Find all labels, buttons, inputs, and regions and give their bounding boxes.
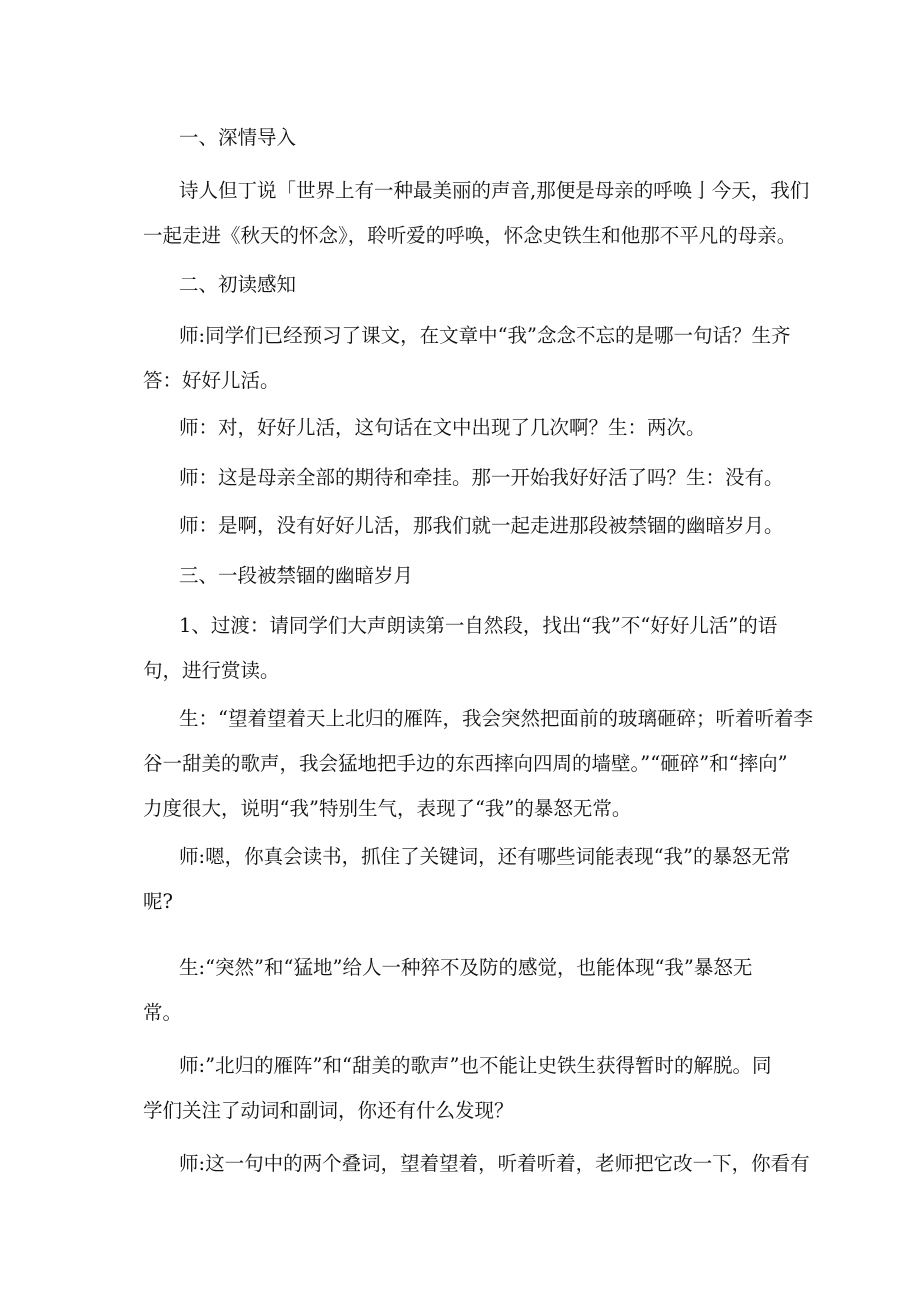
section-heading-1 — [143, 115, 793, 160]
text-line: 师:同学们已经预习了课文，在文章中“我”念念不忘的是哪一句话？生齐 — [179, 324, 791, 347]
paragraph-student-answer-1 — [143, 696, 813, 831]
paragraph-teacher-question-1 — [143, 834, 793, 924]
text-line: 师：对，好好儿活，这句话在文中出现了几次啊？生：两次。 — [179, 416, 706, 439]
section-heading-3 — [143, 553, 793, 598]
section-heading-2 — [143, 262, 793, 307]
paragraph-dialogue-4 — [143, 503, 793, 548]
text-line: 生：“望着望着天上北归的雁阵，我会突然把面前的玻璃砸碎；听着听着李 — [179, 707, 813, 730]
paragraph-student-answer-2 — [143, 945, 793, 1035]
paragraph-transition — [143, 603, 793, 693]
text-line: 呢? — [143, 890, 173, 913]
text-line: 学们关注了动词和副词，你还有什么发现？ — [143, 1099, 514, 1122]
text-line: 常。 — [143, 1001, 183, 1024]
text-line: 师：是啊，没有好好儿活，那我们就一起走进那段被禁锢的幽暗岁月。 — [179, 514, 784, 537]
text-line: 力度很大，说明“我”特别生气，表现了“我”的暴怒无常。 — [143, 797, 632, 820]
text-line: 二、初读感知 — [179, 273, 297, 296]
paragraph-intro — [143, 168, 810, 258]
paragraph-dialogue-2 — [143, 405, 793, 450]
text-line: 生:“突然”和“猛地”给人一种猝不及防的感觉，也能体现“我”暴怒无 — [179, 956, 753, 979]
text-line: 句，进行赏读。 — [143, 659, 280, 682]
paragraph-dialogue-3 — [143, 455, 793, 500]
text-line: 答：好好儿活。 — [143, 369, 280, 392]
text-line: 一起走进《秋天的怀念》，聆听爱的呼唤，怀念史铁生和他那不平凡的母亲。 — [143, 224, 797, 247]
paragraph-teacher-question-3 — [143, 1141, 810, 1186]
text-line: 谷一甜美的歌声，我会猛地把手边的东西摔向四周的墙壁。”“砸碎”和“摔向” — [143, 752, 788, 775]
text-line: 诗人但丁说「世界上有一种最美丽的声音,那便是母亲的呼唤亅今天，我们 — [179, 179, 810, 202]
text-line: 师:嗯，你真会读书，抓住了关键词，还有哪些词能表现“我”的暴怒无常 — [179, 845, 791, 868]
text-line: 1、过渡：请同学们大声朗读第一自然段，找出“我”不“好好儿活”的语 — [179, 614, 778, 637]
text-line: 师:”北归的雁阵”和“甜美的歌声”也不能让史铁生获得暂时的解脱。同 — [179, 1054, 772, 1077]
paragraph-teacher-question-2 — [143, 1043, 793, 1133]
text-line: 师:这一句中的两个叠词，望着望着，听着听着，老师把它改一下，你看有 — [179, 1152, 810, 1175]
paragraph-dialogue-1 — [143, 313, 793, 403]
text-line: 一、深情导入 — [179, 126, 297, 149]
text-line: 师：这是母亲全部的期待和牵挂。那一开始我好好活了吗？生：没有。 — [179, 466, 784, 489]
text-line: 三、一段被禁锢的幽暗岁月 — [179, 564, 414, 587]
